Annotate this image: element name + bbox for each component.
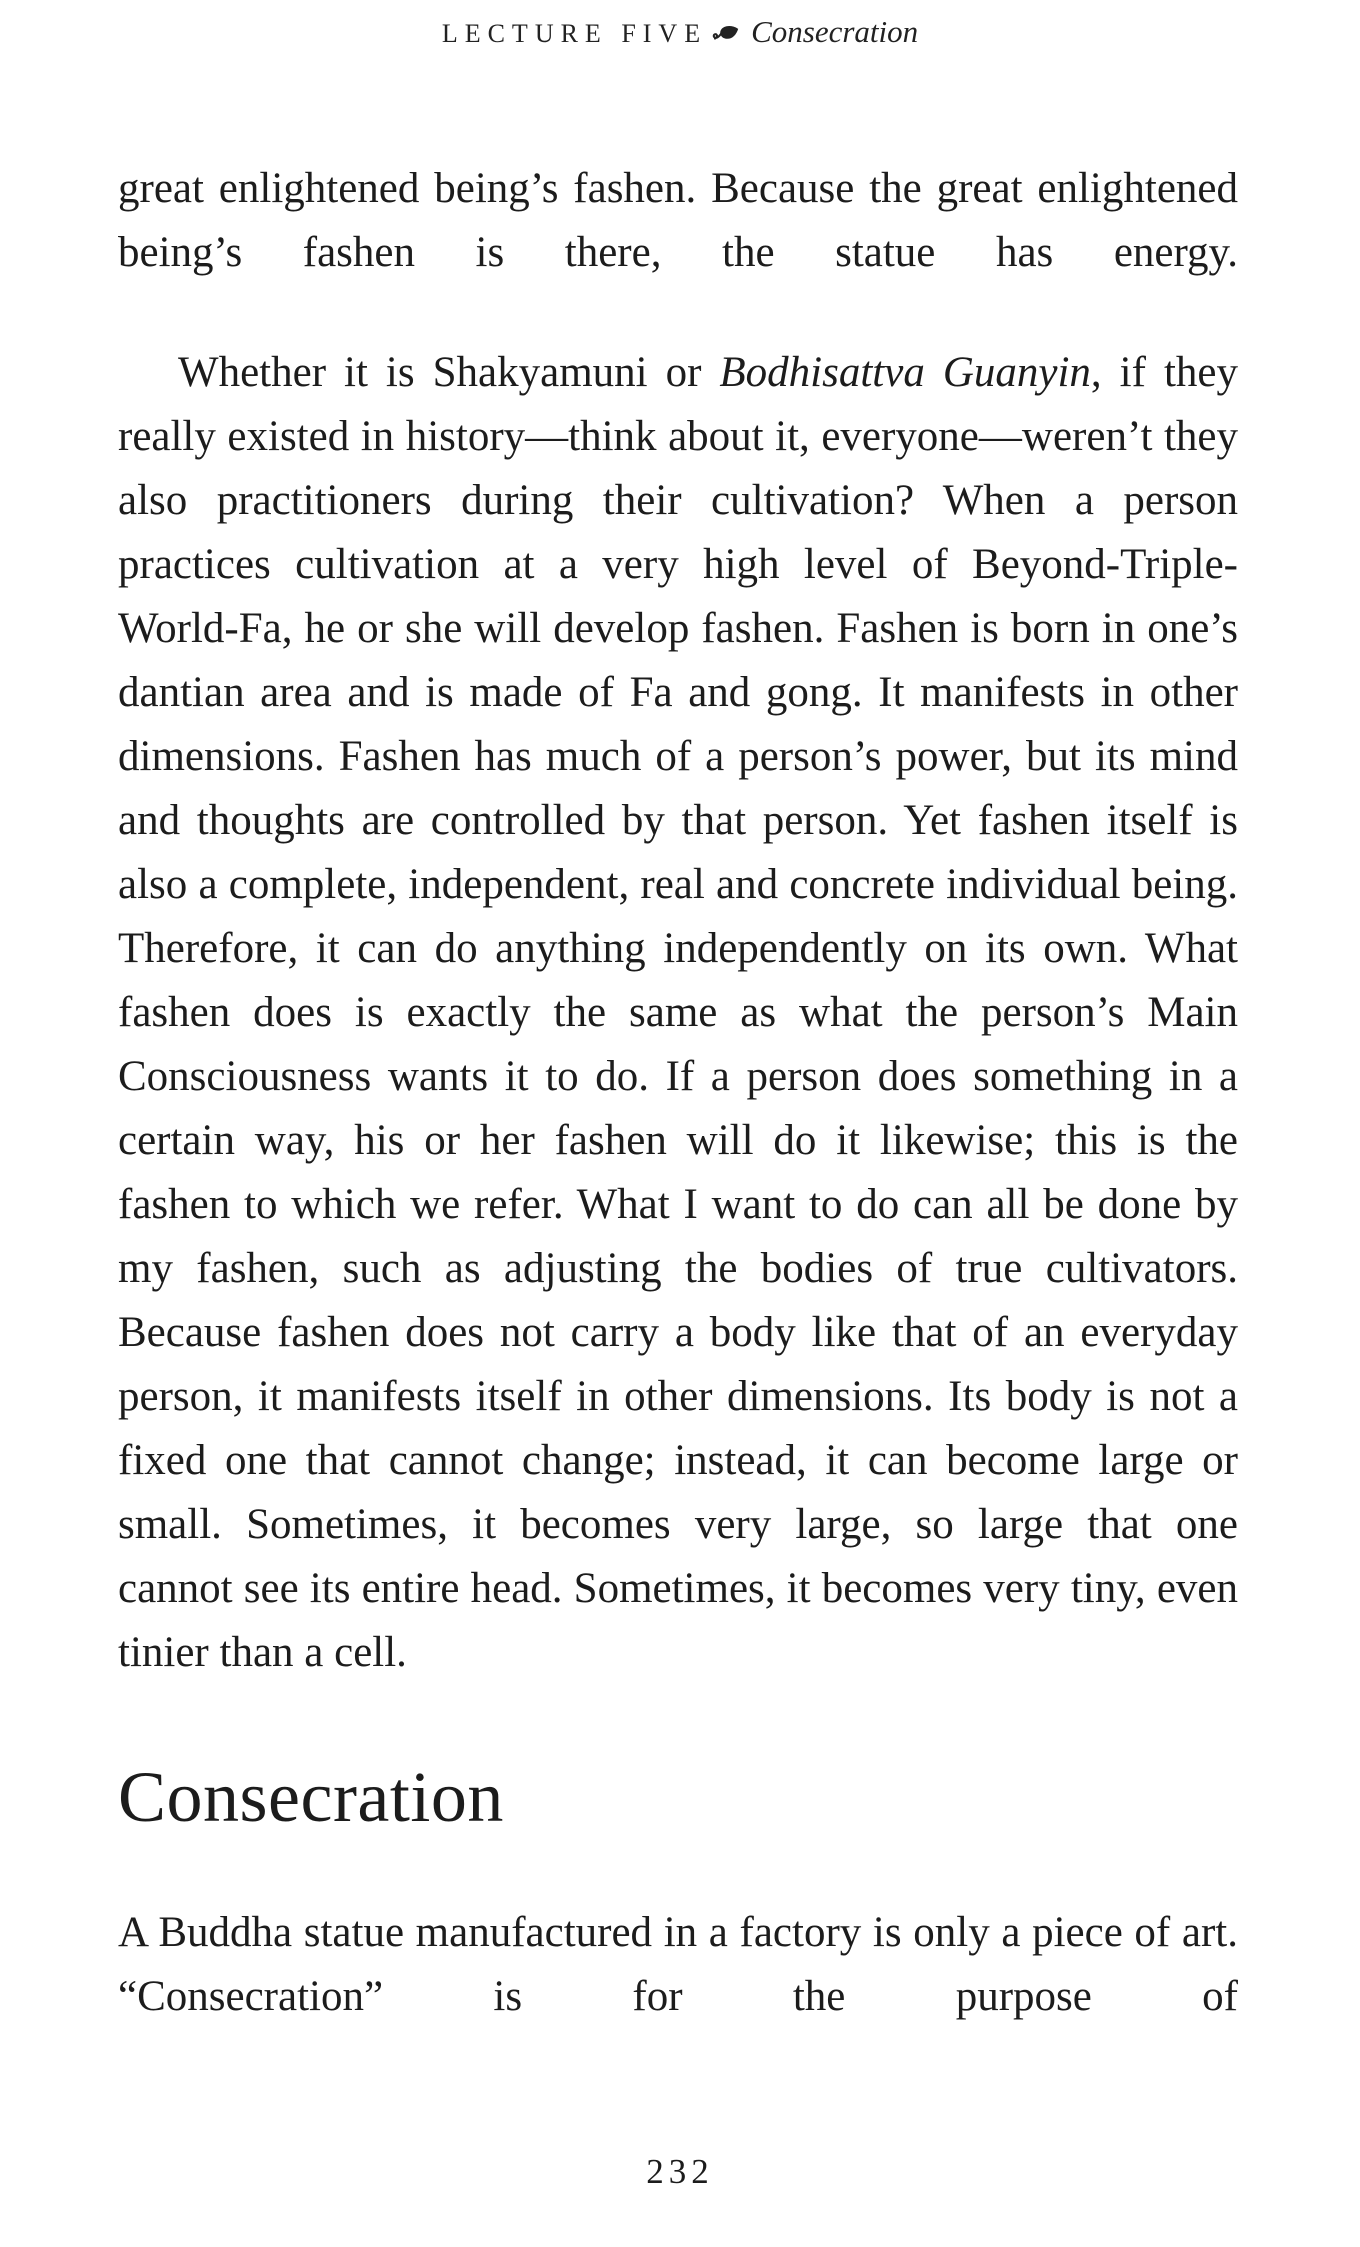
running-header: [0, 14, 1360, 50]
page-number: 232: [646, 2152, 714, 2191]
paragraph-continuation: [118, 157, 1238, 285]
text-segment: great enlightened being’s fashen. Because the great enlightened being’s fashen is there, the statue has energy.: [118, 165, 1238, 276]
paragraph-consecration-intro: [118, 1901, 1238, 2029]
italic-term-bodhisattva-guanyin: Bodhisattva Guanyin: [719, 349, 1091, 396]
text-segment: , if they really existed in history—think about it, everyone—weren’t they also practitioners during their cultivation? When a person practices cultivation at a very high level of Beyond-Triple-World-Fa, he or she will develop fashen. Fashen is born in one’s dantian area and is made of Fa and gong. It manifests in other dimensions. Fashen has much of a person’s power, but its mind and thoughts are controlled by that person. Yet fashen itself is also a complete, independent, real and concrete individual being. Therefore, it can do anything independently on its own. What fashen does is exactly the same as what the person’s Main Consciousness wants it to do. If a person does something in a certain way, his or her fashen will do it likewise; this is the fashen to which we refer. What I want to do can all be done by my fashen, such as adjusting the bodies of true cultivators. Because fashen does not carry a body like that of an everyday person, it manifests itself in other dimensions. Its body is not a fixed one that cannot change; instead, it can become large or small. Sometimes, it becomes very large, so large that one cannot see its entire head. Sometimes, it becomes very tiny, even tinier than a cell.: [118, 349, 1238, 1676]
text-segment: Whether it is Shakyamuni or: [178, 349, 720, 396]
section-heading-consecration: Consecration: [118, 1757, 504, 1837]
paragraph-fashen: [118, 341, 1238, 1685]
text-segment: A Buddha statue manufactured in a factory is only a piece of art. “Consecration” is for the purpose of: [118, 1909, 1238, 2020]
running-chapter-title: Consecration: [751, 14, 919, 49]
lecture-label: LECTURE FIVE: [441, 19, 708, 48]
page-body: [118, 157, 1238, 2029]
leaf-ornament-icon: [711, 19, 741, 49]
page-footer: [0, 2152, 1360, 2192]
